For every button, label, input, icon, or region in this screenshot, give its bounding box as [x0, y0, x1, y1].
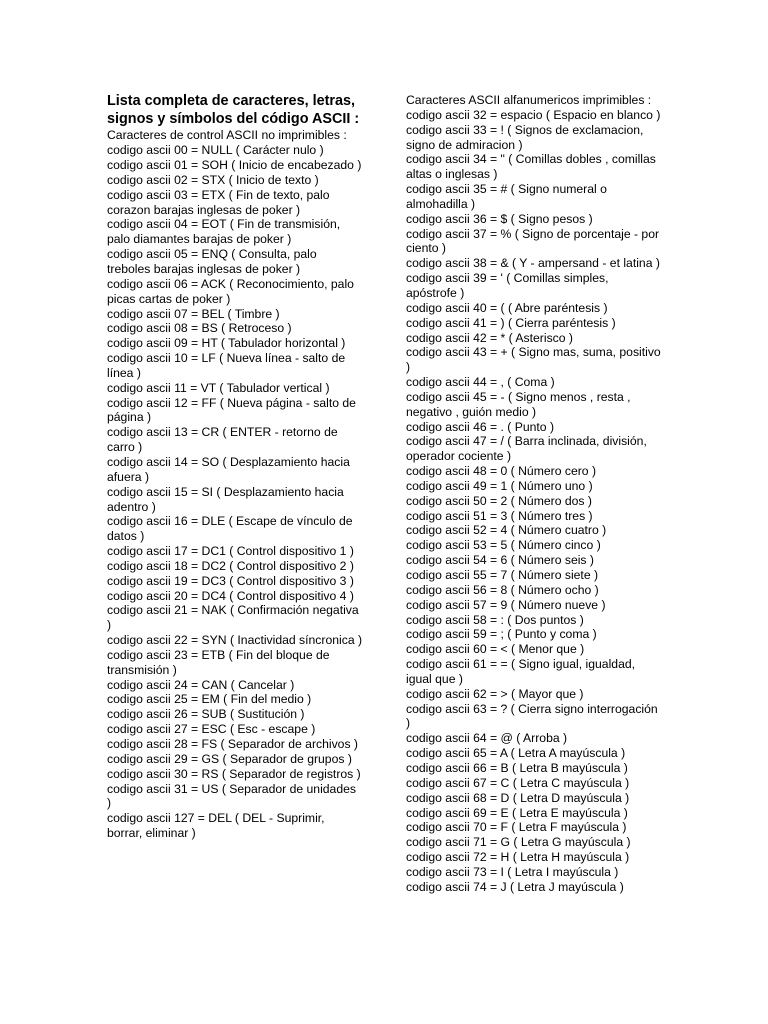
- list-item: codigo ascii 16 = DLE ( Escape de vínculo de datos ): [107, 514, 353, 544]
- list-item: codigo ascii 47 = / ( Barra inclinada, división, operador cociente ): [406, 434, 647, 464]
- list-item: codigo ascii 49 = 1 ( Número uno ): [406, 478, 593, 493]
- list-item: codigo ascii 35 = # ( Signo numeral o almohadilla ): [406, 182, 607, 211]
- list-item: codigo ascii 23 = ETB ( Fin del bloque de transmisión ): [107, 647, 330, 677]
- list-item: codigo ascii 29 = GS ( Separador de grupos ): [107, 751, 352, 766]
- list-item: codigo ascii 73 = I ( Letra I mayúscula ): [406, 864, 619, 879]
- list-item: codigo ascii 40 = ( ( Abre paréntesis ): [406, 300, 608, 315]
- list-item: codigo ascii 42 = * ( Asterisco ): [406, 330, 573, 345]
- list-item: codigo ascii 71 = G ( Letra G mayúscula ): [406, 835, 631, 850]
- list-item: codigo ascii 127 = DEL ( DEL - Suprimir, borrar, eliminar ): [107, 811, 325, 841]
- list-item: codigo ascii 50 = 2 ( Número dos ): [406, 493, 592, 508]
- list-item: codigo ascii 34 = " ( Comillas dobles , comillas altas o inglesas ): [406, 152, 656, 182]
- list-item: codigo ascii 41 = ) ( Cierra paréntesis ): [406, 315, 616, 330]
- list-item: codigo ascii 07 = BEL ( Timbre ): [107, 306, 280, 321]
- list-item: codigo ascii 58 = : ( Dos puntos ): [406, 612, 584, 627]
- list-item: codigo ascii 15 = SI ( Desplazamiento hacia adentro ): [107, 484, 344, 514]
- list-item: codigo ascii 30 = RS ( Separador de registros ): [107, 766, 361, 781]
- left-column: [107, 92, 363, 841]
- list-item: codigo ascii 17 = DC1 ( Control dispositivo 1 ): [107, 544, 354, 559]
- list-item: codigo ascii 37 = % ( Signo de porcentaje - por ciento ): [406, 226, 660, 256]
- list-item: codigo ascii 21 = NAK ( Confirmación negativa ): [107, 603, 359, 633]
- list-item: codigo ascii 64 = @ ( Arroba ): [406, 731, 568, 746]
- right-column: [406, 93, 662, 895]
- control-characters-heading: Caracteres de control ASCII no imprimibles :: [107, 128, 347, 143]
- list-item: codigo ascii 36 = $ ( Signo pesos ): [406, 211, 593, 226]
- list-item: codigo ascii 67 = C ( Letra C mayúscula ): [406, 775, 630, 790]
- list-item: codigo ascii 56 = 8 ( Número ocho ): [406, 582, 599, 597]
- list-item: codigo ascii 57 = 9 ( Número nueve ): [406, 597, 606, 612]
- list-item: codigo ascii 10 = LF ( Nueva línea - salto de línea ): [107, 351, 346, 380]
- list-item: codigo ascii 24 = CAN ( Cancelar ): [107, 677, 295, 692]
- list-item: codigo ascii 04 = EOT ( Fin de transmisión, palo diamantes barajas de poker ): [107, 217, 341, 247]
- list-item: codigo ascii 39 = ' ( Comillas simples, apóstrofe ): [406, 271, 609, 300]
- list-item: codigo ascii 06 = ACK ( Reconocimiento, palo picas cartas de poker ): [107, 276, 354, 306]
- printable-characters-heading: Caracteres ASCII alfanumericos imprimibles :: [406, 93, 652, 107]
- list-item: codigo ascii 00 = NULL ( Carácter nulo ): [107, 143, 324, 158]
- list-item: codigo ascii 45 = - ( Signo menos , resta , negativo , guión medio ): [406, 389, 631, 419]
- list-item: codigo ascii 53 = 5 ( Número cinco ): [406, 538, 601, 553]
- list-item: codigo ascii 48 = 0 ( Número cero ): [406, 464, 597, 479]
- list-item: codigo ascii 68 = D ( Letra D mayúscula ): [406, 790, 630, 805]
- printable-characters-list: [406, 108, 662, 895]
- list-item: codigo ascii 14 = SO ( Desplazamiento hacia afuera ): [107, 454, 350, 484]
- list-item: codigo ascii 69 = E ( Letra E mayúscula ): [406, 805, 628, 820]
- list-item: codigo ascii 59 = ; ( Punto y coma ): [406, 627, 597, 642]
- list-item: codigo ascii 18 = DC2 ( Control dispositivo 2 ): [107, 558, 354, 573]
- list-item: codigo ascii 32 = espacio ( Espacio en blanco ): [406, 107, 661, 122]
- list-item: codigo ascii 22 = SYN ( Inactividad síncronica ): [107, 633, 363, 648]
- document-title: Lista completa de caracteres, letras, signos y símbolos del código ASCII :: [107, 93, 360, 128]
- list-item: codigo ascii 20 = DC4 ( Control dispositivo 4 ): [107, 588, 354, 603]
- list-item: codigo ascii 54 = 6 ( Número seis ): [406, 553, 594, 568]
- list-item: codigo ascii 03 = ETX ( Fin de texto, palo corazon barajas inglesas de poker ): [107, 187, 330, 217]
- list-item: codigo ascii 33 = ! ( Signos de exclamacion, signo de admiracion ): [406, 122, 644, 152]
- list-item: codigo ascii 51 = 3 ( Número tres ): [406, 508, 593, 523]
- list-item: codigo ascii 70 = F ( Letra F mayúscula ): [406, 820, 627, 835]
- list-item: codigo ascii 60 = < ( Menor que ): [406, 642, 585, 657]
- list-item: codigo ascii 27 = ESC ( Esc - escape ): [107, 722, 316, 737]
- list-item: codigo ascii 28 = FS ( Separador de archivos ): [107, 737, 358, 751]
- list-item: codigo ascii 02 = STX ( Inicio de texto ): [107, 172, 319, 187]
- list-item: codigo ascii 19 = DC3 ( Control dispositivo 3 ): [107, 573, 354, 588]
- list-item: codigo ascii 72 = H ( Letra H mayúscula ): [406, 850, 630, 865]
- list-item: codigo ascii 63 = ? ( Cierra signo interrogación ): [406, 701, 658, 731]
- list-item: codigo ascii 52 = 4 ( Número cuatro ): [406, 523, 607, 538]
- list-item: codigo ascii 13 = CR ( ENTER - retorno de carro ): [107, 425, 338, 455]
- list-item: codigo ascii 38 = & ( Y - ampersand - et latina ): [406, 256, 660, 271]
- list-item: codigo ascii 66 = B ( Letra B mayúscula ): [406, 760, 628, 775]
- list-item: codigo ascii 09 = HT ( Tabulador horizontal ): [107, 336, 346, 351]
- list-item: codigo ascii 55 = 7 ( Número siete ): [406, 568, 599, 582]
- list-item: codigo ascii 12 = FF ( Nueva página - salto de página ): [107, 395, 356, 425]
- control-characters-list: [107, 143, 363, 841]
- list-item: codigo ascii 25 = EM ( Fin del medio ): [107, 692, 312, 707]
- list-item: codigo ascii 44 = , ( Coma ): [406, 375, 555, 390]
- list-item: codigo ascii 31 = US ( Separador de unidades ): [107, 781, 356, 811]
- list-item: codigo ascii 46 = . ( Punto ): [406, 419, 555, 434]
- list-item: codigo ascii 62 = > ( Mayor que ): [406, 686, 584, 701]
- list-item: codigo ascii 43 = + ( Signo mas, suma, positivo ): [406, 345, 661, 375]
- list-item: codigo ascii 11 = VT ( Tabulador vertical ): [107, 380, 330, 395]
- list-item: codigo ascii 26 = SUB ( Sustitución ): [107, 707, 305, 722]
- list-item: codigo ascii 74 = J ( Letra J mayúscula ): [406, 879, 624, 894]
- list-item: codigo ascii 05 = ENQ ( Consulta, palo treboles barajas inglesas de poker ): [107, 247, 317, 276]
- list-item: codigo ascii 01 = SOH ( Inicio de encabezado ): [107, 158, 362, 173]
- list-item: codigo ascii 65 = A ( Letra A mayúscula ): [406, 746, 626, 761]
- list-item: codigo ascii 61 = = ( Signo igual, igualdad, igual que ): [406, 657, 636, 686]
- list-item: codigo ascii 08 = BS ( Retroceso ): [107, 321, 292, 336]
